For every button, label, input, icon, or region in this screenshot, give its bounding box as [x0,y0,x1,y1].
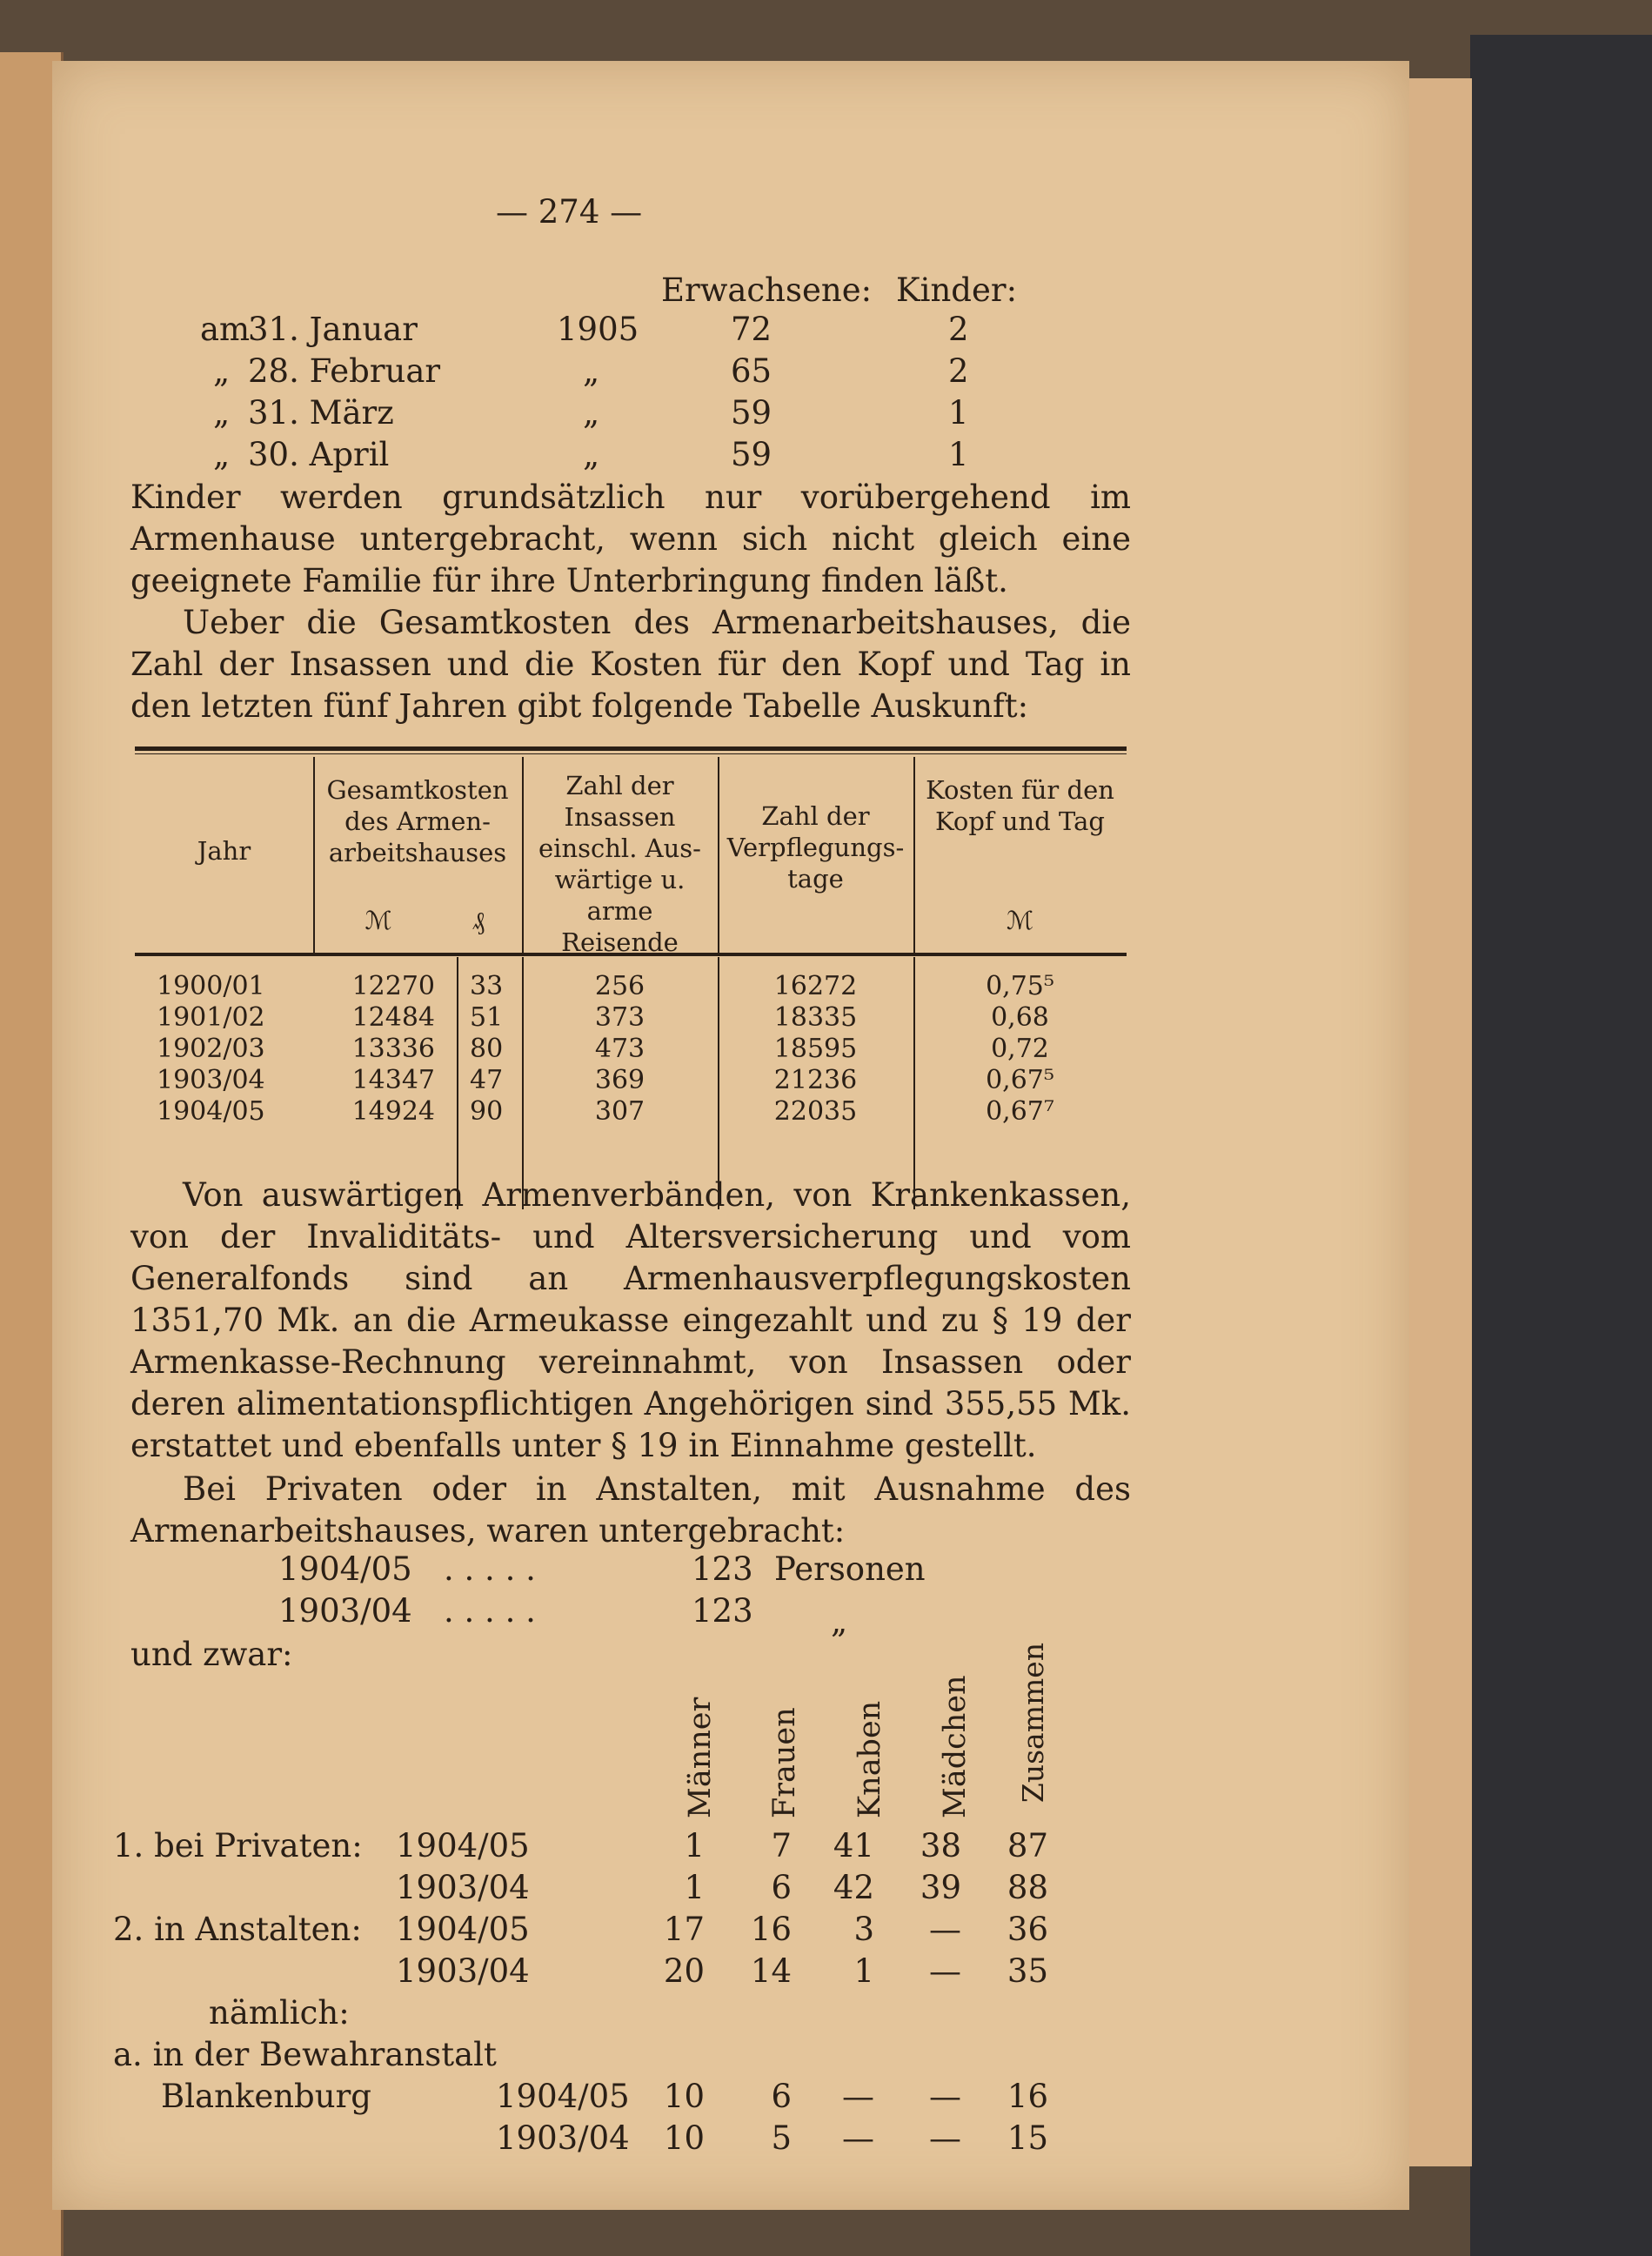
und-zwar-label: und zwar: [130,1636,293,1673]
book-cover-right [1470,35,1652,2256]
sub-a-place: Blankenburg [161,2078,371,2115]
breakdown-girls: — [929,1952,961,1990]
col-header-women: Frauen [767,1707,802,1818]
breakdown-total: 15 [1007,2119,1048,2157]
row-prefix: „ [213,394,231,432]
cell-year: 1901/02 [157,1002,265,1033]
table-top-rule [135,746,1127,751]
row-adults: 59 [731,436,772,473]
cell-pf: 80 [470,1034,504,1064]
breakdown-women: 7 [771,1827,792,1864]
placed-unit: „ [831,1603,848,1640]
cell-per-head: 0,72 [991,1034,1049,1064]
cell-inmates: 369 [594,1065,645,1095]
breakdown-men: 20 [663,1952,705,1990]
breakdown-men: 1 [684,1869,705,1906]
table-vline [913,957,915,1209]
placed-year: 1904/05 [278,1550,412,1588]
cell-pf: 51 [470,1002,504,1033]
breakdown-boys: 41 [833,1827,874,1864]
breakdown-boys: 42 [833,1869,874,1906]
cell-days: 16272 [773,971,858,1001]
breakdown-men: 1 [684,1827,705,1864]
cell-mark: 12484 [351,1002,435,1033]
header-adults: Erwachsene: [661,271,873,309]
th-per-head-unit: ℳ [1006,906,1033,935]
cell-year: 1902/03 [157,1034,265,1064]
row-year: „ [583,436,600,473]
cell-pf: 33 [470,971,504,1001]
row-adults: 65 [731,352,772,390]
table-vline [313,757,315,953]
cell-days: 18335 [773,1002,858,1033]
breakdown-men: 10 [663,2119,705,2157]
breakdown-total: 16 [1007,2078,1048,2115]
table-vline [718,757,719,953]
breakdown-total: 87 [1007,1827,1048,1864]
breakdown-boys: 1 [853,1952,874,1990]
placed-count: 123 [692,1550,753,1588]
row-prefix: „ [213,352,231,390]
row-adults: 72 [731,311,772,348]
cell-pf: 90 [470,1096,504,1127]
cell-days: 22035 [773,1096,858,1127]
page-number: — 274 — [496,193,643,231]
breakdown-year: 1903/04 [396,1869,530,1906]
cell-mark: 14924 [351,1096,435,1127]
cell-inmates: 473 [594,1034,645,1064]
cell-year: 1900/01 [157,971,265,1001]
breakdown-women: 5 [771,2119,792,2157]
th-days: Zahl der Verpflegungstage [726,801,905,894]
th-costs: Gesamtkosten des Armenarbeitshauses [326,775,509,867]
placed-unit: Personen [774,1550,926,1588]
placed-dots: . . . . . [444,1550,536,1588]
breakdown-label: 2. in Anstalten: [113,1911,362,1948]
cell-days: 18595 [773,1034,858,1064]
paragraph-table-intro: Ueber die Gesamtkosten des Armenarbeitshauses, die Zahl der Insassen und die Kosten für den Kopf und Tag in den letzten fünf Jahren gibt folgende Tabelle Auskunft: [130,604,1131,725]
breakdown-boys: 3 [853,1911,874,1948]
row-year: „ [583,352,600,390]
breakdown-total: 88 [1007,1869,1048,1906]
breakdown-boys: — [842,2078,874,2115]
breakdown-total: 36 [1007,1911,1048,1948]
breakdown-women: 14 [750,1952,792,1990]
breakdown-year: 1903/04 [496,2119,630,2157]
breakdown-girls: — [929,1911,961,1948]
row-date: 30. April [248,436,390,473]
breakdown-men: 10 [663,2078,705,2115]
breakdown-women: 6 [771,2078,792,2115]
table-vline [718,957,719,1209]
cell-year: 1903/04 [157,1065,265,1095]
row-date: 31. März [248,394,394,432]
namely-label: nämlich: [209,1994,350,2032]
breakdown-year: 1904/05 [396,1911,530,1948]
row-prefix: „ [213,436,231,473]
col-header-boys: Knaben [853,1700,887,1818]
cell-mark: 12270 [351,971,435,1001]
cell-per-head: 0,67⁷ [986,1096,1054,1127]
breakdown-girls: — [929,2119,961,2157]
cell-inmates: 307 [594,1096,645,1127]
th-per-head: Kosten für den Kopf und Tag [926,775,1114,836]
cell-mark: 14347 [351,1065,435,1095]
row-date: 31. Januar [248,311,418,348]
row-year: 1905 [557,311,639,348]
breakdown-boys: — [842,2119,874,2157]
breakdown-girls: 38 [920,1827,961,1864]
paragraph-children: Kinder werden grundsätzlich nur vorübergehend im Armenhause untergebracht, wenn sich nicht gleich eine geeignete Familie für ihre Unterbringung finden läßt. [130,479,1131,599]
row-children: 2 [948,311,969,348]
breakdown-men: 17 [663,1911,705,1948]
col-header-men: Männer [683,1697,718,1818]
sub-a-label: a. in der Bewahranstalt [113,2036,497,2073]
placed-count: 123 [692,1592,753,1630]
breakdown-girls: — [929,2078,961,2115]
breakdown-total: 35 [1007,1952,1048,1990]
breakdown-year: 1903/04 [396,1952,530,1990]
cell-inmates: 256 [594,971,645,1001]
table-top-rule-thin [135,753,1127,754]
placed-year: 1903/04 [278,1592,412,1630]
th-costs-pf: ₰ [472,906,485,935]
paragraph-placed: Bei Privaten oder in Anstalten, mit Ausnahme des Armenarbeitshauses, waren untergebracht: [130,1470,1131,1550]
cell-mark: 13336 [351,1034,435,1064]
row-children: 1 [948,436,969,473]
cell-per-head: 0,68 [991,1002,1049,1033]
breakdown-year: 1904/05 [496,2078,630,2115]
row-date: 28. Februar [248,352,441,390]
table-vline [522,757,524,953]
th-costs-mark: ℳ [365,906,392,935]
row-children: 1 [948,394,969,432]
cell-days: 21236 [773,1065,858,1095]
row-children: 2 [948,352,969,390]
breakdown-girls: 39 [920,1869,961,1906]
row-adults: 59 [731,394,772,432]
cell-per-head: 0,75⁵ [986,971,1054,1001]
row-prefix: am [200,311,251,348]
paragraph-payments: Von auswärtigen Armenverbänden, von Krankenkassen, von der Invaliditäts- und Altersversicherung und vom Generalfonds sind an Armenhausverpflegungskosten 1351,70 Mk. an die Armeukasse eingezahlt und zu § 19 der Armenkasse-Rechnung vereinnahmt, von Insassen oder deren alimentationspflichtigen Angehörigen sind 355,55 Mk. erstattet und ebenfalls unter § 19 in Einnahme gestellt. [130,1176,1131,1464]
table-vline-pf [457,957,458,1209]
table-vline [913,757,915,953]
cell-year: 1904/05 [157,1096,265,1127]
th-inmates: Zahl der Insassen einschl. Auswärtige u. arme Reisende [538,771,701,957]
col-header-girls: Mädchen [938,1675,973,1818]
table-vline [522,957,524,1209]
cell-pf: 47 [470,1065,504,1095]
book-page [52,61,1409,2210]
breakdown-year: 1904/05 [396,1827,530,1864]
row-year: „ [583,394,600,432]
col-header-total: Zusammen [1016,1642,1050,1804]
breakdown-label: 1. bei Privaten: [113,1827,363,1864]
th-year: Jahr [197,836,251,866]
cell-inmates: 373 [594,1002,645,1033]
breakdown-women: 6 [771,1869,792,1906]
header-children: Kinder: [896,271,1018,309]
cell-per-head: 0,67⁵ [986,1065,1054,1095]
breakdown-women: 16 [750,1911,792,1948]
placed-dots: . . . . . [444,1592,536,1630]
